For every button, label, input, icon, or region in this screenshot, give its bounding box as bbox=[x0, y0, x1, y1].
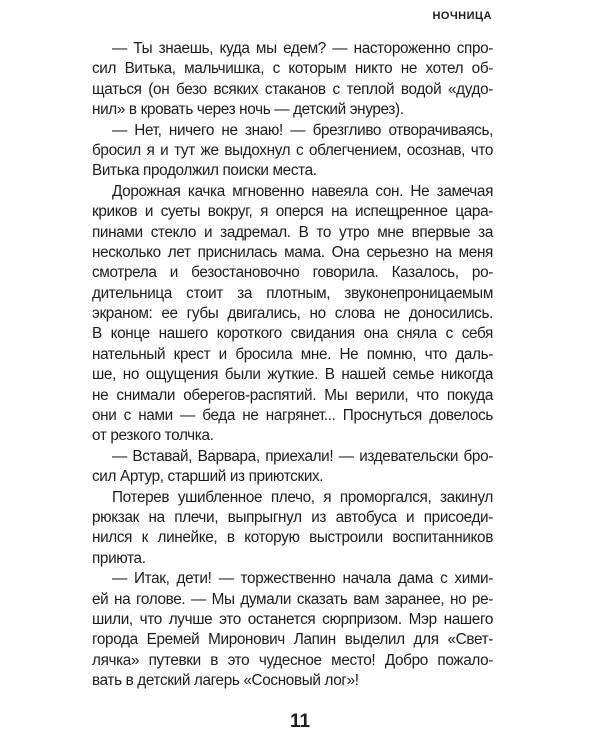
paragraph bbox=[92, 569, 493, 691]
text-line: криков и суеты вокруг, я оперся на испещренное цара- bbox=[92, 203, 493, 221]
paragraph bbox=[92, 39, 493, 121]
text-line: сил Витька, мальчишка, с которым никто не хотел об- bbox=[92, 60, 493, 78]
text-line: нательный крест и бросила мне. Не помню, что даль- bbox=[92, 345, 493, 363]
text-line: несколько лет приснилась мама. Она серьезно на меня bbox=[92, 243, 493, 261]
text-line: дительница стоит за плотным, звуконепроницаемым bbox=[92, 284, 493, 302]
text-line: от резкого толчка. bbox=[92, 427, 214, 445]
text-line: лячка» путевки в это чудесное место! Добро пожало- bbox=[92, 651, 493, 669]
text-line: — Вставай, Варвара, приехали! — издевательски бро- bbox=[112, 447, 493, 465]
text-line: сил Артур, старший из приютских. bbox=[92, 468, 324, 486]
text-line: шили, что лучше это останется сюрпризом. Мэр нашего bbox=[92, 610, 493, 628]
text-line: — Нет, ничего не знаю! — брезгливо отворачиваясь, bbox=[112, 121, 493, 139]
text-line: приюта. bbox=[92, 549, 146, 567]
text-line: Потерев ушибленное плечо, я проморгался, закинул bbox=[112, 488, 493, 506]
text-line: не снимали оберегов-распятий. Мы верили, что покуда bbox=[92, 386, 493, 404]
text-line: Витька продолжил поиски места. bbox=[92, 162, 317, 180]
text-line: В конце нашего короткого свидания она сняла с себя bbox=[92, 325, 493, 343]
text-line: города Еремей Миронович Лапин выделил для «Свет- bbox=[92, 631, 493, 649]
text-line: щаться (он безо всяких стаканов с теплой водой «дудо- bbox=[92, 80, 493, 98]
text-line: Дорожная качка мгновенно навеяла сон. Не замечая bbox=[112, 182, 493, 200]
text-line: — Итак, дети! — торжественно начала дама с хими- bbox=[112, 570, 493, 588]
text-line: — Ты знаешь, куда мы едем? — настороженно спро- bbox=[112, 40, 493, 57]
text-line: экраном: ее губы двигались, но слова не доносились. bbox=[92, 305, 493, 323]
text-line: нился к линейке, в которую выстроили воспитанников bbox=[92, 529, 493, 547]
running-title: НОЧНИЦА bbox=[432, 10, 492, 22]
paragraph bbox=[92, 488, 493, 570]
text-line: рюкзак на плечи, выпрыгнул из автобуса и присоеди- bbox=[92, 508, 493, 526]
text-line: бросил я и тут же выдохнул с облегчением, осознав, что bbox=[92, 141, 493, 159]
text-line: вать в детский лагерь «Сосновый лог»! bbox=[92, 672, 359, 690]
text-line: они с нами — беда не нагрянет... Проснуться довелось bbox=[92, 407, 493, 425]
text-line: пинами стекло и задремал. В то утро мне впервые за bbox=[92, 223, 493, 241]
paragraph bbox=[92, 447, 493, 488]
paragraph bbox=[92, 182, 493, 447]
text-line: ей на голове. — Мы думали сказать вам заранее, но ре- bbox=[92, 590, 493, 608]
page-number: 11 bbox=[289, 711, 311, 732]
body-text bbox=[92, 39, 493, 692]
text-line: ше, но ощущения были жуткие. В нашей семье никогда bbox=[92, 366, 493, 384]
text-line: смотрела и безостановочно говорила. Казалось, ро- bbox=[92, 264, 493, 282]
paragraph bbox=[92, 121, 493, 182]
text-line: нил» в кровать через ночь — детский энурез). bbox=[92, 101, 404, 119]
